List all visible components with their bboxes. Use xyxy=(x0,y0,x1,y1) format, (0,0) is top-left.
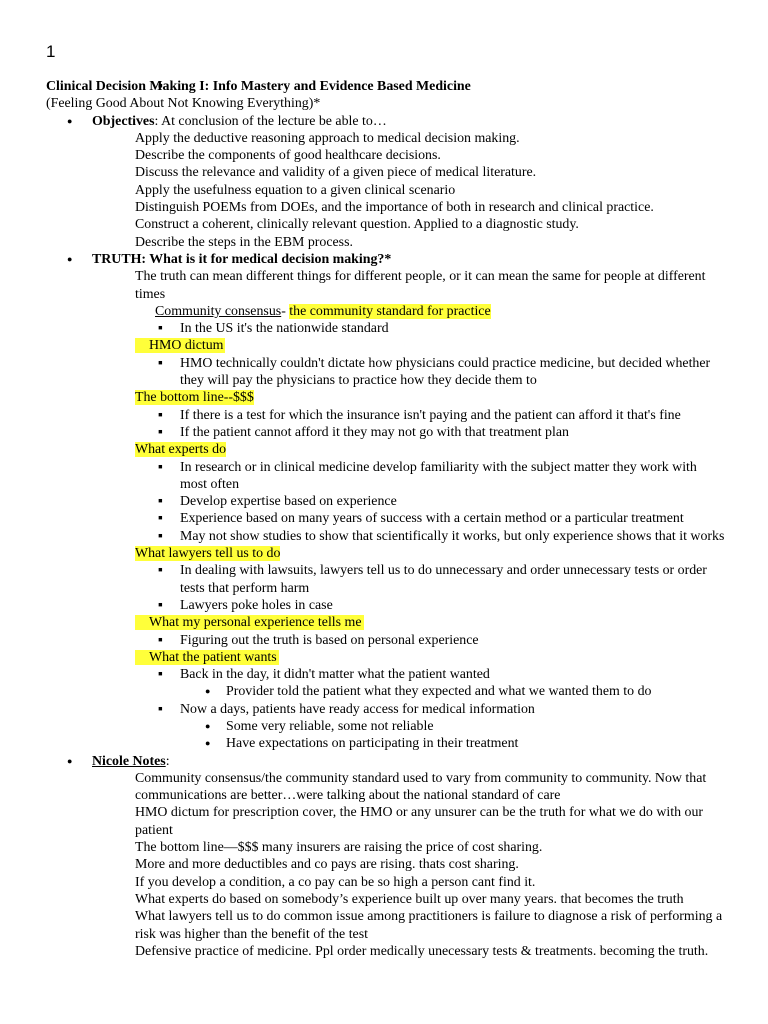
nicole-note-line: What lawyers tell us to do common issue among practitioners is failure to diagnose a risk of performing a xyxy=(135,909,723,925)
community-consensus-dash: - xyxy=(281,303,290,319)
patient-bullet: ▪ Back in the day, it didn't matter what the patient wanted xyxy=(46,666,736,683)
community-consensus-line xyxy=(46,303,736,320)
personal-experience-line xyxy=(46,614,736,631)
personal-experience-label: What my personal experience tells me xyxy=(135,615,364,630)
hmo-bullet-continued: ▪ they will pay the physicians to practice how they decide them to xyxy=(46,372,736,389)
nicole-note-line: The bottom line—$$$ many insurers are raising the price of cost sharing. xyxy=(135,840,543,856)
objective-item: Apply the deductive reasoning approach to medical decision making. xyxy=(135,130,520,146)
nicole-note-line: Defensive practice of medicine. Ppl order medically unecessary tests & treatments. becoming the truth. xyxy=(135,943,709,959)
document-body xyxy=(46,78,736,960)
patient-wants-label: What the patient wants xyxy=(135,650,279,665)
document-subtitle: (Feeling Good About Not Knowing Everything)* xyxy=(46,96,321,112)
nicole-notes-colon: : xyxy=(165,753,170,769)
community-bullet: ▪ In the US it's the nationwide standard xyxy=(46,320,736,337)
objective-item: Distinguish POEMs from DOEs, and the importance of both in research and clinical practice. xyxy=(135,200,654,216)
objectives-intro: : At conclusion of the lecture be able to… xyxy=(154,113,387,129)
hmo-dictum-label: HMO dictum xyxy=(135,338,225,353)
hmo-bullet: ▪ HMO technically couldn't dictate how physicians could practice medicine, but decided whether xyxy=(46,355,736,372)
lawyers-bullet: ▪ Lawyers poke holes in case xyxy=(46,597,736,614)
lawyers-label: What lawyers tell us to do xyxy=(135,546,281,562)
objective-item: Describe the components of good healthcare decisions. xyxy=(135,148,441,164)
personal-experience-bullet: ▪ Figuring out the truth is based on personal experience xyxy=(46,632,736,649)
bottom-line-label: The bottom line--$$$ xyxy=(135,390,254,406)
nicole-note-line: If you develop a condition, a co pay can be so high a person cant find it. xyxy=(135,874,536,890)
patient-bullet: ▪ Now a days, patients have ready access for medical information xyxy=(46,701,736,718)
hmo-dictum-line xyxy=(46,337,736,354)
community-consensus-highlight: the community standard for practice xyxy=(289,303,491,319)
document-title: Clinical Decision Making I: Info Mastery and Evidence Based Medicine xyxy=(46,79,471,94)
truth-intro-continued: times xyxy=(135,286,166,302)
experts-bullet: ▪ Develop expertise based on experience xyxy=(46,493,736,510)
experts-label: What experts do xyxy=(135,442,227,458)
lawyers-bullet-continued: ▪ tests that perform harm xyxy=(46,580,736,597)
nicole-note-line: Community consensus/the community standard used to vary from community to community. Now that xyxy=(135,770,707,786)
lawyers-line xyxy=(46,545,736,562)
nicole-notes-heading xyxy=(46,753,736,770)
patient-wants-line xyxy=(46,649,736,666)
experts-bullet-continued: ▪ most often xyxy=(46,476,736,493)
lawyers-bullet: ▪ In dealing with lawsuits, lawyers tell us to do unnecessary and order unnecessary tests or order xyxy=(46,562,736,579)
objective-item: Discuss the relevance and validity of a given piece of medical literature. xyxy=(135,165,537,181)
truth-intro: The truth can mean different things for different people, or it can mean the same for people at different xyxy=(135,269,706,285)
nicole-note-line: communications are better…were talking about the national standard of care xyxy=(135,788,561,804)
bottom-line-line xyxy=(46,389,736,406)
nicole-note-line: risk was higher than the benefit of the test xyxy=(135,926,368,942)
truth-heading: ● TRUTH: What is it for medical decision making?* xyxy=(46,251,736,268)
experts-bullet: ▪ Experience based on many years of success with a certain method or a particular treatment xyxy=(46,510,736,527)
objective-item: Construct a coherent, clinically relevant question. Applied to a diagnostic study. xyxy=(135,217,579,233)
nicole-note-line: What experts do based on somebody’s experience built up over many years. that becomes the truth xyxy=(135,891,684,907)
community-consensus-label: Community consensus xyxy=(155,303,282,319)
patient-sub-bullet: ● Have expectations on participating in their treatment xyxy=(46,735,736,752)
nicole-note-line: patient xyxy=(135,822,173,838)
patient-sub-bullet: ● Provider told the patient what they expected and what we wanted them to do xyxy=(46,683,736,700)
nicole-note-line: HMO dictum for prescription cover, the HMO or any unsurer can be the truth for what we do with our xyxy=(135,805,704,821)
page-number: 1 xyxy=(46,42,56,61)
experts-bullet: ▪ In research or in clinical medicine develop familiarity with the subject matter they work with xyxy=(46,459,736,476)
bottom-line-bullet: ▪ If the patient cannot afford it they may not go with that treatment plan xyxy=(46,424,736,441)
objectives-heading xyxy=(46,113,736,130)
objective-item: Apply the usefulness equation to a given clinical scenario xyxy=(135,182,456,198)
experts-bullet: ▪ May not show studies to show that scientifically it works, but only experience shows that it works xyxy=(46,528,736,545)
patient-sub-bullet: ● Some very reliable, some not reliable xyxy=(46,718,736,735)
objectives-label: Objectives xyxy=(92,113,155,129)
nicole-notes-label: Nicole Notes xyxy=(92,753,166,769)
objective-item: Describe the steps in the EBM process. xyxy=(135,234,353,250)
bottom-line-bullet: ▪ If there is a test for which the insurance isn't paying and the patient can afford it that's fine xyxy=(46,407,736,424)
experts-line xyxy=(46,441,736,458)
nicole-note-line: More and more deductibles and co pays are rising. thats cost sharing. xyxy=(135,857,519,873)
